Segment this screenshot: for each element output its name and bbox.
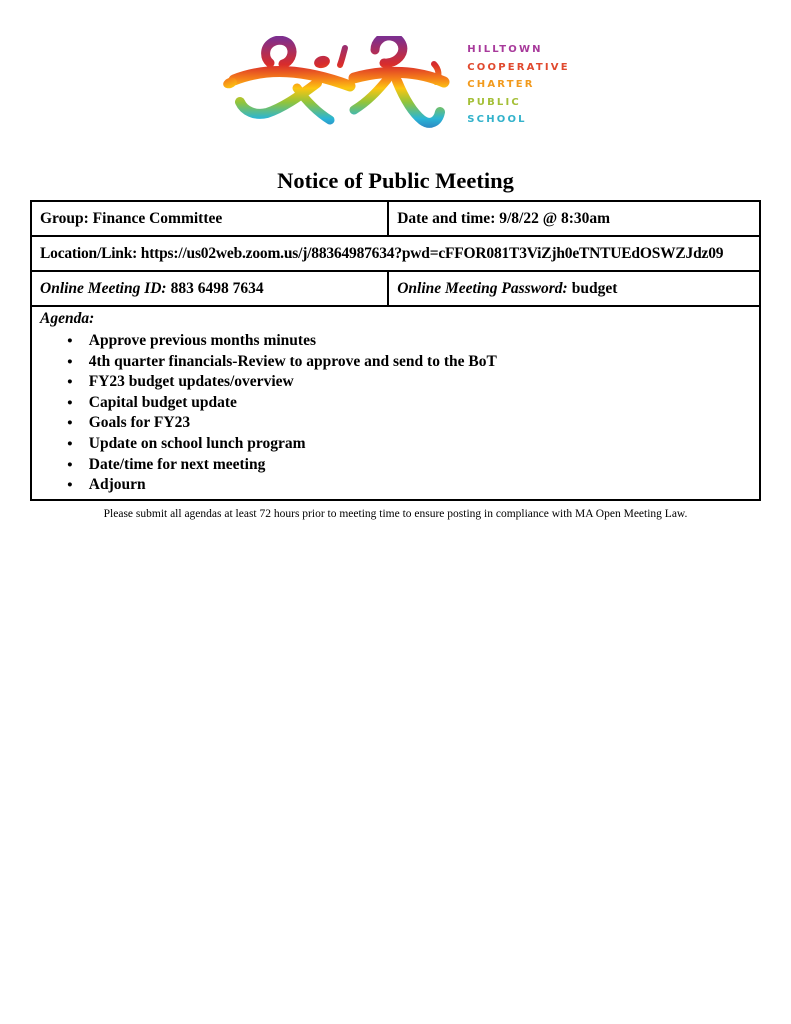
agenda-heading: Agenda: — [40, 310, 95, 327]
group-cell: Group: Finance Committee — [31, 201, 388, 236]
agenda-item: ● Update on school lunch program — [67, 435, 751, 456]
school-name-line: CHARTER — [467, 79, 535, 90]
password-cell — [388, 271, 760, 306]
school-name-line: SCHOOL — [467, 114, 527, 125]
agenda-item: ● Approve previous months minutes — [67, 332, 751, 353]
dancing-figures-icon — [221, 36, 453, 136]
password-label: Online Meeting Password: — [397, 279, 568, 297]
agenda-item: ● Adjourn — [67, 476, 751, 497]
location-link-cell: Location/Link: https://us02web.zoom.us/j/88364987634?pwd=cFFOR081T3ViZjh0eTNTUEdOSWZJdz09 — [31, 236, 760, 271]
school-name — [467, 36, 569, 129]
meeting-id-cell — [31, 271, 388, 306]
school-name-line: HILLTOWN — [467, 44, 543, 55]
datetime-cell: Date and time: 9/8/22 @ 8:30am — [388, 201, 760, 236]
table-row-agenda — [31, 306, 760, 500]
agenda-item: ● Goals for FY23 — [67, 414, 751, 435]
meeting-info-table — [30, 200, 761, 501]
password-value: budget — [571, 279, 618, 297]
school-logo — [0, 0, 791, 138]
table-row-id-password — [31, 271, 760, 306]
agenda-list — [40, 332, 751, 497]
page-title: Notice of Public Meeting — [277, 168, 514, 193]
agenda-item: ● FY23 budget updates/overview — [67, 373, 751, 394]
agenda-item: ● 4th quarter financials-Review to approve and send to the BoT — [67, 353, 751, 374]
meeting-id-value: 883 6498 7634 — [170, 279, 264, 297]
school-name-line: PUBLIC — [467, 96, 521, 108]
school-name-line: COOPERATIVE — [467, 61, 570, 73]
agenda-cell — [31, 306, 760, 500]
table-row-group-date — [31, 201, 760, 236]
meeting-id-label: Online Meeting ID: — [40, 279, 167, 297]
agenda-item: ● Capital budget update — [67, 394, 751, 415]
compliance-note: Please submit all agendas at least 72 hours prior to meeting time to ensure posting in compliance with MA Open Meeting Law. — [103, 507, 688, 520]
table-row-location — [31, 236, 760, 271]
agenda-item: ● Date/time for next meeting — [67, 456, 751, 477]
